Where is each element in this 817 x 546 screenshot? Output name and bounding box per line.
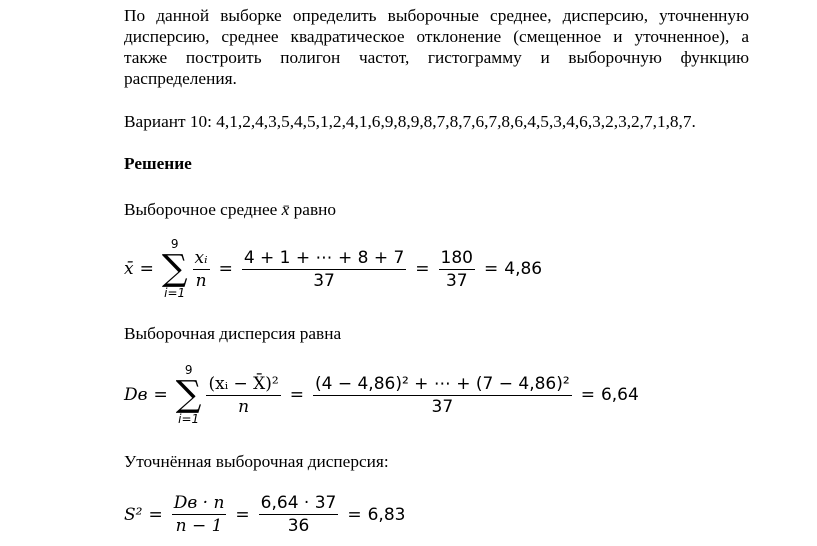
variance-result: 6,64 <box>600 385 639 405</box>
corrected-result: 6,83 <box>367 504 406 525</box>
variance-lhs: Dв <box>124 385 148 405</box>
mean-formula: x̄ = 9 ∑ i=1 $\frac{\text{xᵢ}}{n}$ = $\frac{4 + 1 + \cdots + 8 + 7}{37}$ = $\frac{180}{37}$ = 4,86 <box>124 237 543 300</box>
fraction: $\frac{4 + 1 + \cdots + 8 + 7}{37}$ <box>243 247 405 291</box>
variant-data: Вариант 10: 4,1,2,4,3,5,4,5,1,2,4,1,6,9,8,9,8,7,8,7,6,7,8,6,4,5,3,4,6,3,2,3,2,7,1,8,7. <box>124 112 696 131</box>
fraction: $\frac{\text{(xᵢ − X̄)²}}{n}$ <box>208 373 279 417</box>
fraction: $\frac{6,64 \cdot 37}{36}$ <box>260 493 337 536</box>
task-line: распределения. <box>124 69 237 88</box>
mean-symbol: x̄ <box>281 200 290 219</box>
task-line: также построить полигон частот, гистограмму и выборочную функцию <box>124 48 749 67</box>
variance-intro: Выборочная дисперсия равна <box>124 324 342 343</box>
variance-formula: Dв = 9 ∑ i=1 $\frac{\text{(xᵢ − X̄)²}}{n}$ = $\frac{\text{(4 − 4,86)² + ⋯ + (7 − 4,86)²}}{37}$ = 6,64 <box>124 363 639 426</box>
task-line: По данной выборке определить выборочные среднее, дисперсию, уточненную <box>124 6 749 25</box>
fraction: $\frac{\text{xᵢ}}{n}$ <box>194 247 208 291</box>
mean-lhs: x̄ <box>124 259 134 279</box>
corrected-lhs: S² <box>124 504 143 525</box>
task-line: дисперсию, среднее квадратическое отклонение (смещенное и уточненное), а <box>124 27 749 46</box>
task-paragraph <box>124 5 749 89</box>
solution-heading: Решение <box>124 154 192 173</box>
mean-intro: Выборочное среднее x̄ равно <box>124 200 337 219</box>
sum-symbol: 9 ∑ i=1 <box>161 237 188 300</box>
corrected-variance-formula: S² = $\frac{Dв \cdot n}{n - 1}$ = $\frac{6,64 \cdot 37}{36}$ = 6,83 <box>124 493 406 536</box>
sum-symbol: 9 ∑ i=1 <box>175 363 202 426</box>
mean-result: 4,86 <box>504 259 543 279</box>
fraction: $\frac{\text{(4 − 4,86)² + ⋯ + (7 − 4,86)²}}{37}$ <box>314 373 570 417</box>
fraction: $\frac{180}{37}$ <box>440 247 473 291</box>
corrected-variance-intro: Уточнённая выборочная дисперсия: <box>124 452 389 471</box>
fraction: $\frac{Dв \cdot n}{n - 1}$ <box>173 493 225 536</box>
